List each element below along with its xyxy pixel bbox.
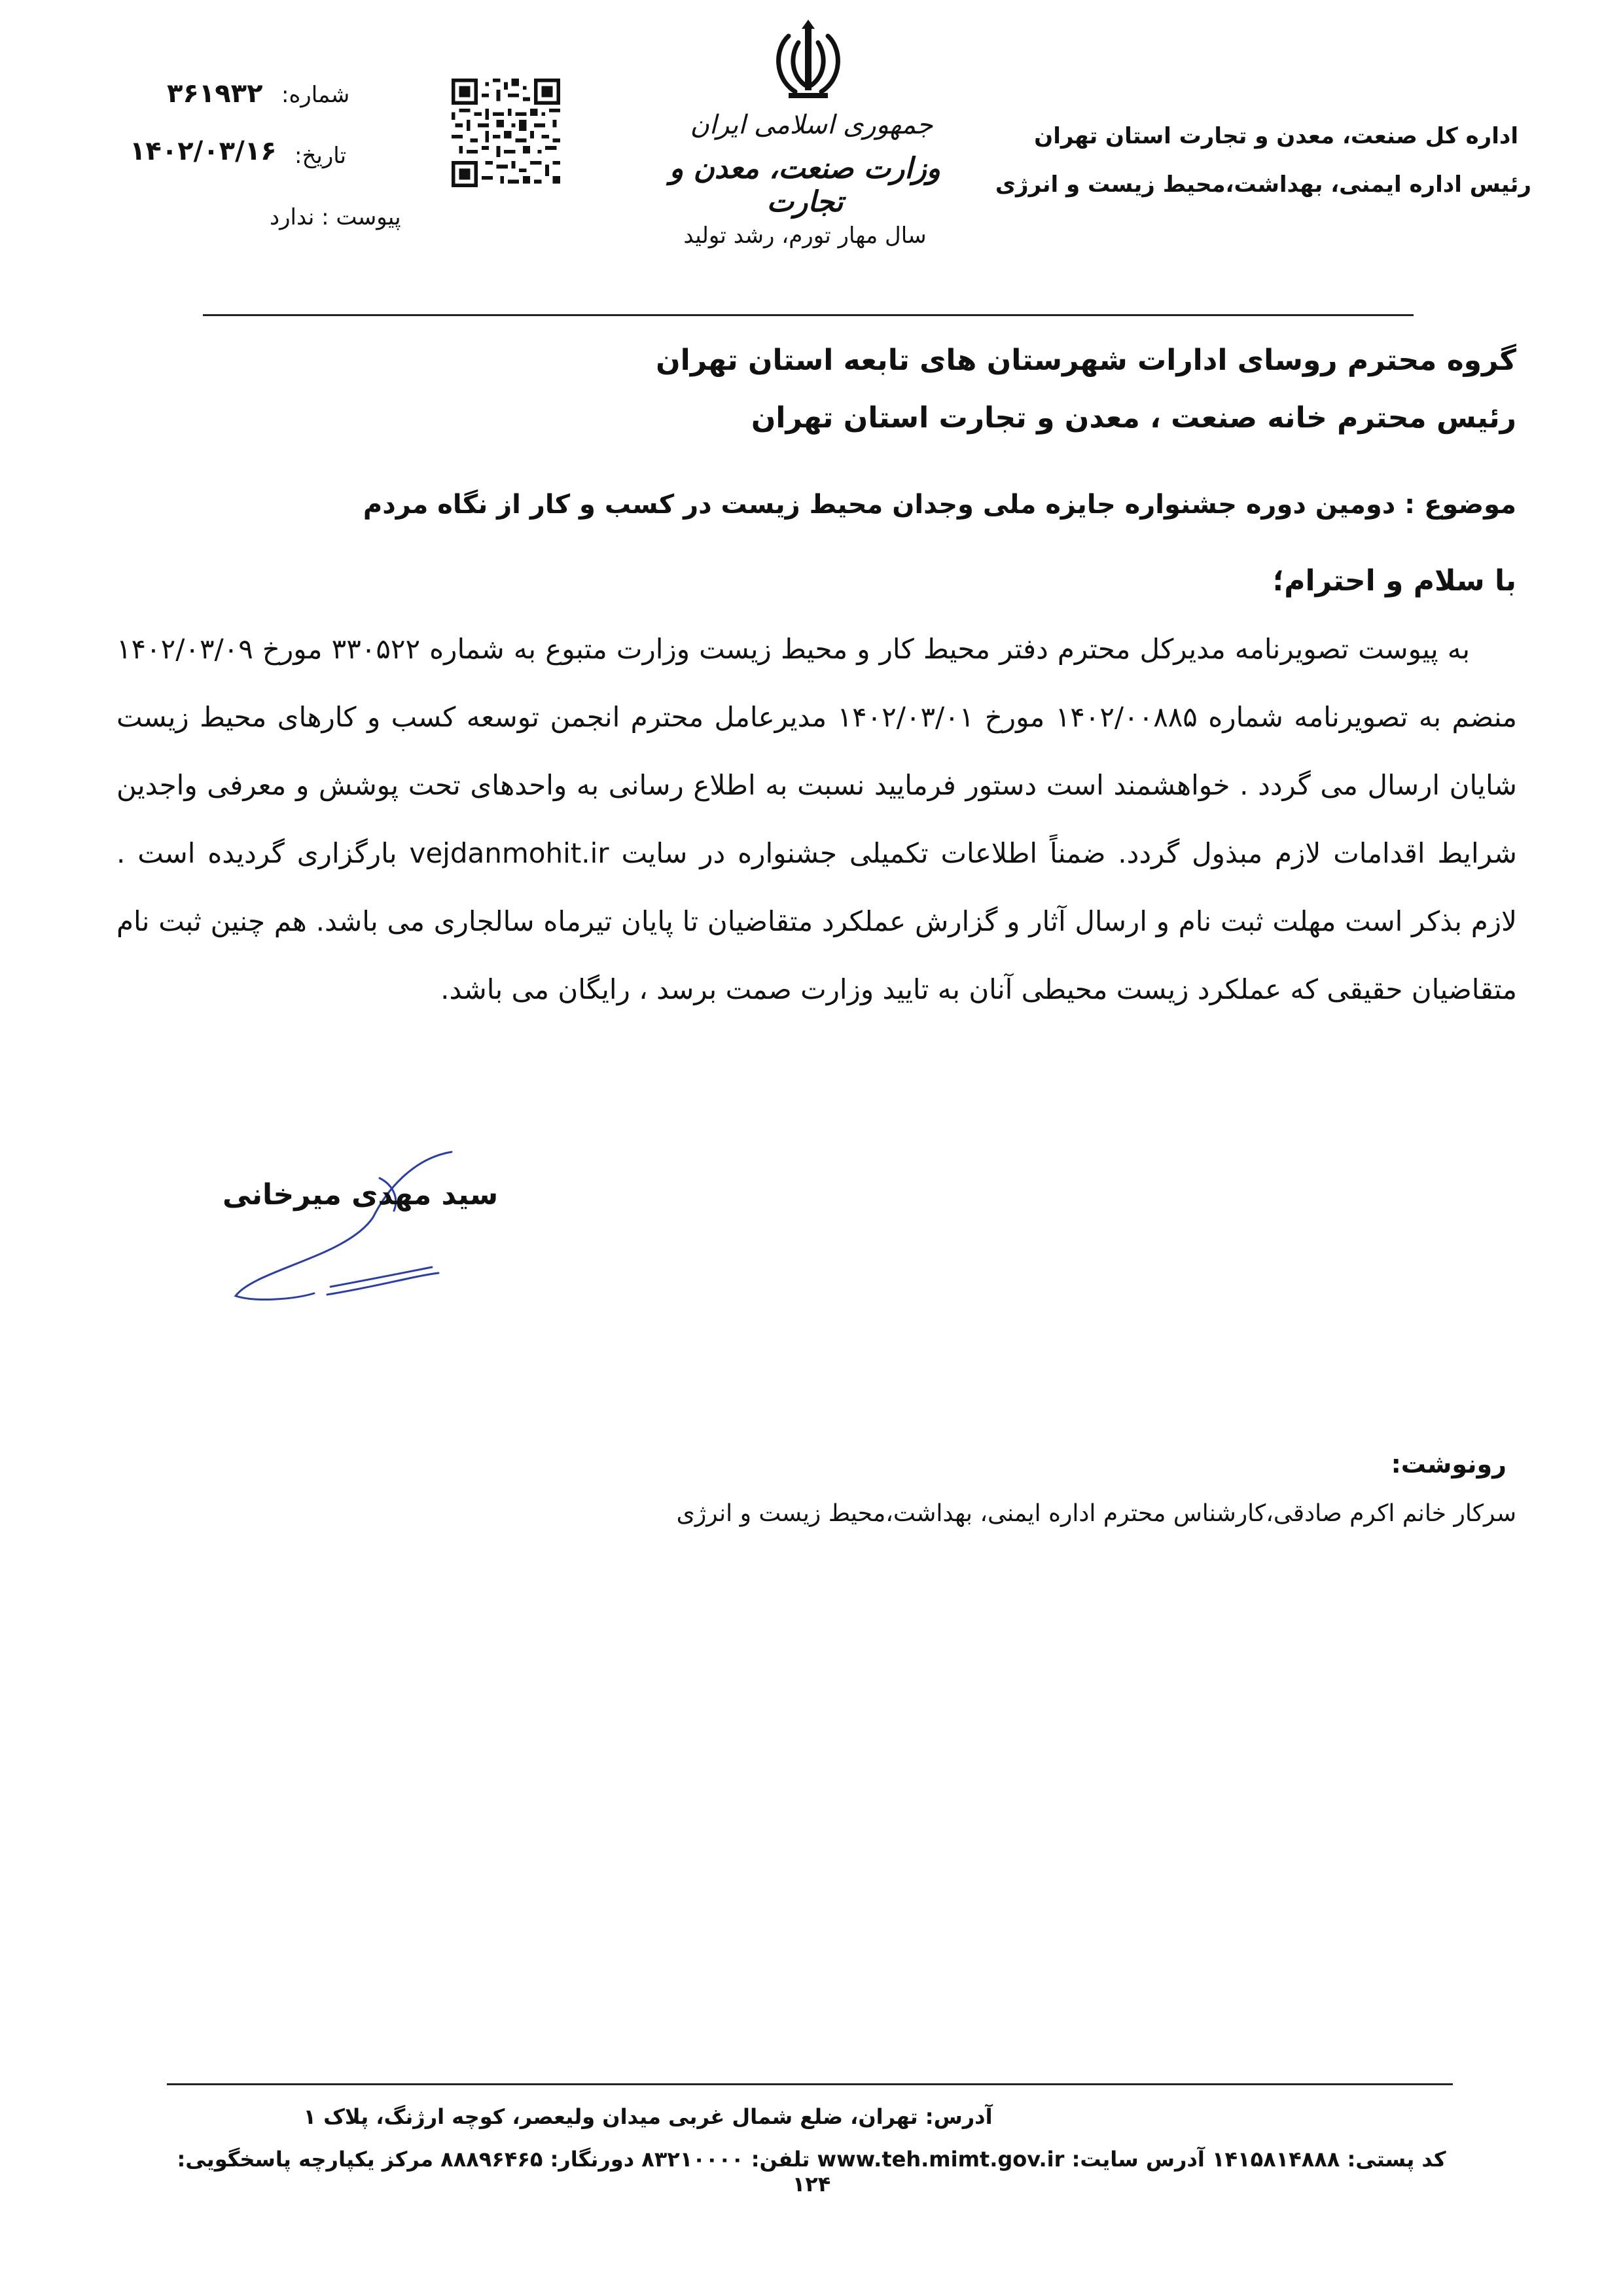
sender-title: رئیس اداره ایمنی، بهداشت،محیط زیست و انرژی (995, 171, 1531, 198)
signature-scrawl-icon (216, 1139, 465, 1302)
date-label: تاریخ: (294, 143, 347, 169)
letter-body (116, 615, 1517, 1024)
ministry-title: وزارت صنعت، معدن و تجارت (669, 152, 941, 219)
letter-number: ۳۶۱۹۳۲ (167, 79, 263, 109)
number-label: شماره: (281, 82, 350, 108)
footer-divider (167, 2083, 1453, 2085)
cc-recipient: سرکار خانم اکرم صادقی،کارشناس محترم اداره ایمنی، بهداشت،محیط زیست و انرژی (676, 1500, 1516, 1527)
letter-date: ۱۴۰۲/۰۳/۱۶ (130, 136, 277, 166)
attachment-status: پیوست : ندارد (270, 204, 401, 230)
qr-code-icon (452, 79, 560, 187)
republic-title: جمهوری اسلامی ایران (690, 110, 933, 140)
greeting: با سلام و احترام؛ (1272, 564, 1516, 598)
footer-address: آدرس: تهران، ضلع شمال غربی میدان ولیعصر، کوچه ارژنگ، پلاک ۱ (303, 2104, 993, 2129)
footer-contacts: کد پستی: ۱۴۱۵۸۱۴۸۸۸ آدرس سایت: www.teh.mimt.gov.ir تلفن: ۸۳۲۱۰۰۰۰ دورنگار: ۸۸۸۹۶۴۶۵ مرکز یکپارچه پاسخگویی: ۱۲۴ (177, 2147, 1446, 2197)
letter-body-text: به پیوست تصویرنامه مدیرکل محترم دفتر محیط کار و محیط زیست وزارت متبوع به شماره ۳۳۰۵۲۲ مورخ ۱۴۰۲/۰۳/۰۹ منضم به تصویرنامه شماره ۱۴۰۲/۰۰۸۸۵ مورخ ۱۴۰۲/۰۳/۰۱ مدیرعامل محترم انجمن توسعه کسب و کارهای محیط زیست شایان ارسال می گردد . خواهشمند است دستور فرمایید نسبت به اطلاع رسانی به واحدهای تحت پوشش و معرفی واجدین شرایط اقدامات لازم مبذول گردد. ضمناً اطلاعات تکمیلی جشنواره در سایت vejdanmohit.ir بارگزاری گردیده است . لازم بذکر است مهلت ثبت نام و ارسال آثار و گزارش عملکرد متقاضیان تا پایان تیرماه سالجاری می باشد. هم چنین ثبت نام متقاضیان حقیقی که عملکرد زیست محیطی آنان به تایید وزارت صمت برسد ، رایگان می باشد. (116, 633, 1517, 1005)
sender-office: اداره کل صنعت، معدن و تجارت استان تهران (1034, 123, 1518, 149)
recipient-line-2: رئیس محترم خانه صنعت ، معدن و تجارت استان تهران (751, 401, 1516, 435)
recipient-line-1: گروه محترم روسای ادارات شهرستان های تابعه استان تهران (656, 344, 1516, 377)
cc-label: رونوشت: (1391, 1450, 1507, 1479)
iran-emblem-icon (769, 20, 847, 105)
signer-name: سید مهدی میرخانی (223, 1178, 499, 1211)
header-divider (203, 314, 1414, 316)
year-slogan: سال مهار تورم، رشد تولید (683, 223, 927, 249)
letter-subject: موضوع : دومین دوره جشنواره جایزه ملی وجدان محیط زیست در کسب و کار از نگاه مردم (363, 490, 1516, 520)
